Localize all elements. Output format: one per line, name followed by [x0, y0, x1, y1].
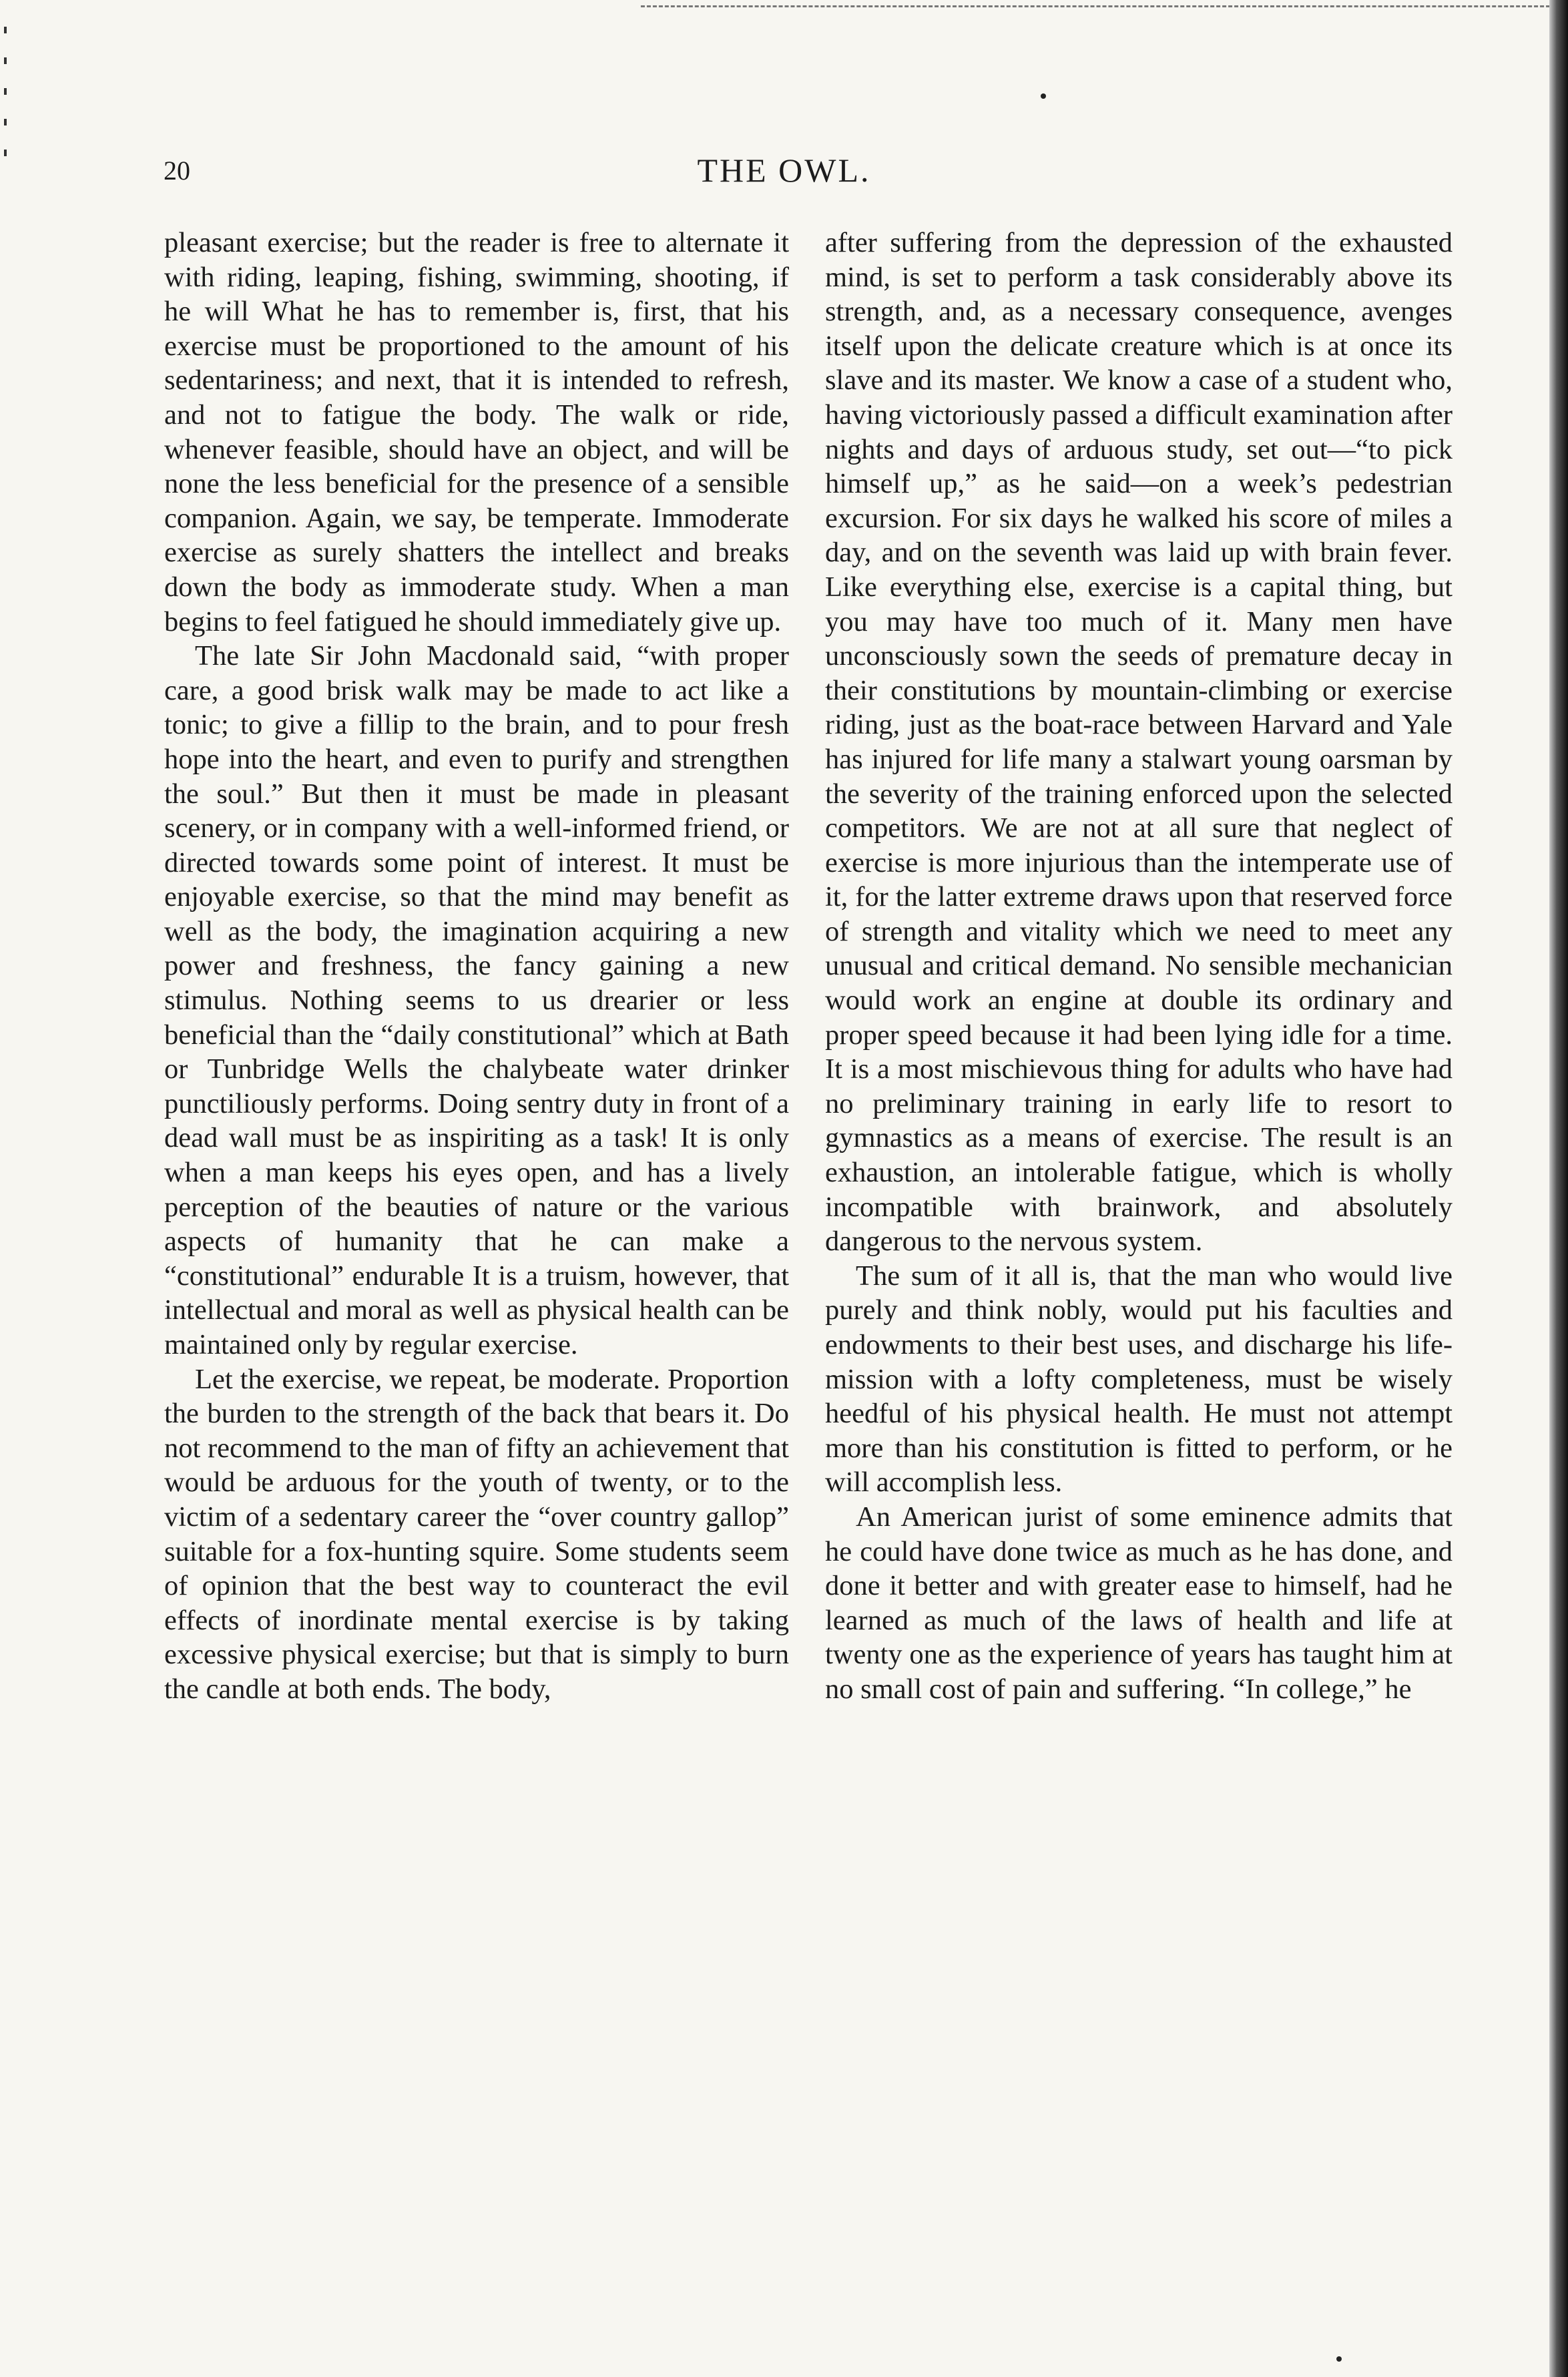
page-number: 20	[164, 156, 190, 186]
right-column	[825, 226, 1453, 1707]
paragraph: The late Sir John Macdonald said, “with proper care, a good brisk walk may be made to act like a tonic; to give a fillip to the brain, and to pour fresh hope into the heart, and even to purify and strengthen the soul.” But then it must be made in pleasant scenery, or in company with a well-informed friend, or directed towards some point of interest. It must be enjoyable exercise, so that the mind may benefit as well as the body, the imagination acquiring a new power and freshness, the fancy gaining a new stimulus. Nothing seems to us drearier or less beneficial than the “daily constitutional” which at Bath or Tunbridge Wells the chalybeate water drinker punctiliously performs. Doing sentry duty in front of a dead wall must be as inspiriting as a task! It is only when a man keeps his eyes open, and has a lively perception of the beauties of nature or the various aspects of humanity that he can make a “constitutional” endurable It is a truism, however, that intellectual and moral as well as physical health can be maintained only by regular exercise.	[164, 640, 789, 1360]
paragraph: Let the exercise, we repeat, be moderate. Proportion the burden to the strength of the back that bears it. Do not recommend to the man of fifty an achievement that would be arduous for the youth of twenty, or to the victim of a sedentary career the “over country gallop” suitable for a fox-hunting squire. Some students seem of opinion that the best way to counteract the evil effects of inordinate mental exercise is by taking excessive physical exercise; but that is simply to burn the candle at both ends. The body,	[164, 1363, 789, 1705]
left-column	[164, 226, 789, 1707]
scan-speck	[1041, 93, 1046, 99]
paragraph: pleasant exercise; but the reader is free to alternate it with riding, leaping, fishing, swimming, shooting, if he will What he has to remember is, first, that his exercise must be proportioned to the amount of his sedentariness; and next, that it is intended to refresh, and not to fatigue the body. The walk or ride, whenever feasible, should have an object, and will be none the less beneficial for the presence of a sensible companion. Again, we say, be temperate. Immoderate exercise as surely shatters the intellect and breaks down the body as immoderate study. When a man begins to feel fatigued he should immediately give up.	[164, 227, 789, 637]
scan-speck	[1336, 2356, 1342, 2362]
paragraph: An American jurist of some eminence admits that he could have done twice as much as he has done, and done it better and with greater ease to himself, had he learned as much of the laws of health and life at twenty one as the experience of years has taught him at no small cost of pain and suffering. “In college,” he	[825, 1501, 1453, 1705]
scan-artifact-left-specks	[4, 27, 8, 227]
scan-artifact-right-edge	[1549, 0, 1568, 2377]
running-head: THE OWL.	[697, 152, 871, 189]
paragraph: The sum of it all is, that the man who would live purely and think nobly, would put his faculties and endowments to their best uses, and discharge his life-mission with a lofty completeness, must be wisely heedful of his physical health. He must not attempt more than his constitution is fitted to perform, or he will accomplish less.	[825, 1260, 1453, 1499]
paragraph: after suffering from the depression of the exhausted mind, is set to perform a task considerably above its strength, and, as a necessary consequence, avenges itself upon the delicate creature which is at once its slave and its master. We know a case of a student who, having victoriously passed a difficult examination after nights and days of arduous study, set out—“to pick himself up,” as he said—on a week’s pedestrian excursion. For six days he walked his score of miles a day, and on the seventh was laid up with brain fever. Like everything else, exercise is a capital thing, but you may have too much of it. Many men have unconsciously sown the seeds of premature decay in their constitutions by mountain-climbing or exercise riding, just as the boat-race between Harvard and Yale has injured for life many a stalwart young oarsman by the severity of the training enforced upon the selected competitors. We are not at all sure that neglect of exercise is more injurious than the intemperate use of it, for the latter extreme draws upon that reserved force of strength and vitality which we need to meet any unusual and critical demand. No sensible mechanician would work an engine at double its ordinary and proper speed because it had been lying idle for a time. It is a most mischievous thing for adults who have had no preliminary training in early life to resort to gymnastics as a means of exercise. The result is an exhaustion, an intolerable fatigue, which is wholly incompatible with brainwork, and absolutely dangerous to the nervous system.	[825, 227, 1453, 1258]
scan-artifact-top-line	[641, 5, 1562, 7]
